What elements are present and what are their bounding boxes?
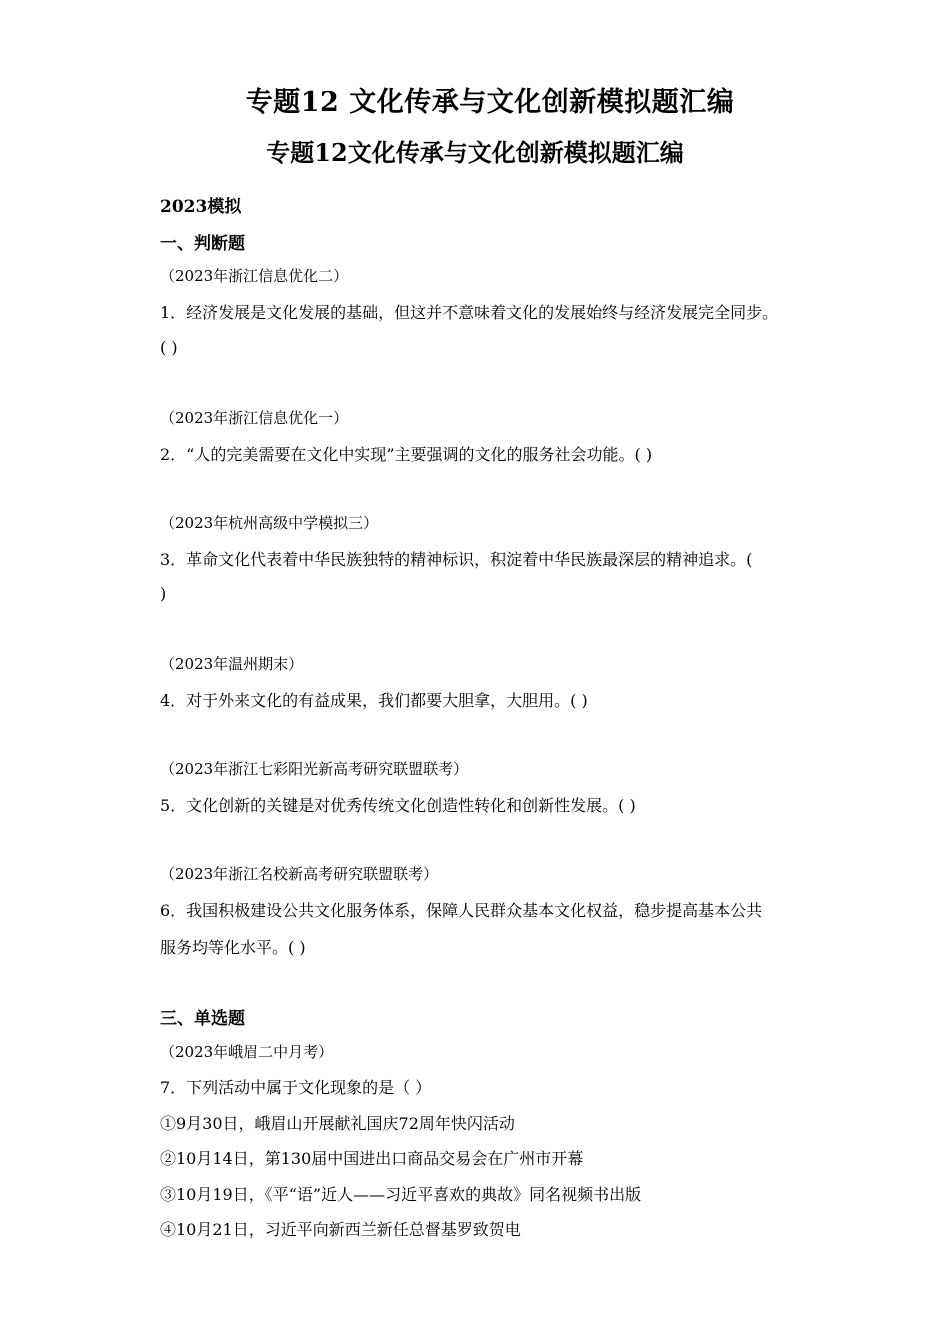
- question-text: 6．我国积极建设公共文化服务体系，保障人民群众基本文化权益，稳步提高基本公共: [160, 901, 763, 920]
- section-heading-single-choice: 三、单选题: [160, 1009, 245, 1029]
- year-heading: 2023模拟: [160, 197, 242, 217]
- question-text: 1．经济发展是文化发展的基础，但这并不意味着文化的发展始终与经济发展完全同步。: [160, 303, 779, 322]
- question-text: 4．对于外来文化的有益成果，我们都要大胆拿，大胆用。( ): [160, 691, 588, 710]
- question-source: （2023年杭州高级中学模拟三）: [160, 514, 379, 532]
- document-title: 专题12 文化传承与文化创新模拟题汇编: [245, 87, 735, 118]
- question-source: （2023年浙江信息优化一）: [160, 409, 349, 427]
- question-text: 5．文化创新的关键是对优秀传统文化创造性转化和创新性发展。( ): [160, 796, 636, 815]
- answer-option: ③10月19日，《平“语”近人——习近平喜欢的典故》同名视频书出版: [160, 1185, 642, 1204]
- question-source: （2023年浙江信息优化二）: [160, 267, 349, 285]
- question-text: 7．下列活动中属于文化现象的是（ ）: [160, 1078, 432, 1097]
- question-text-continued: 服务均等化水平。( ): [160, 938, 306, 957]
- question-source: （2023年浙江七彩阳光新高考研究联盟联考）: [160, 760, 469, 778]
- answer-option: ①9月30日，峨眉山开展献礼国庆72周年快闪活动: [160, 1114, 515, 1133]
- section-heading-judgement: 一、判断题: [160, 234, 245, 254]
- answer-option: ②10月14日，第130届中国进出口商品交易会在广州市开幕: [160, 1149, 584, 1168]
- question-source: （2023年峨眉二中月考）: [160, 1043, 334, 1061]
- question-text-continued: ): [160, 584, 167, 603]
- question-source: （2023年浙江名校新高考研究联盟联考）: [160, 865, 439, 883]
- question-text-continued: ( ): [160, 338, 178, 357]
- answer-option: ④10月21日，习近平向新西兰新任总督基罗致贺电: [160, 1220, 521, 1239]
- document-subtitle: 专题12文化传承与文化创新模拟题汇编: [266, 138, 684, 167]
- question-source: （2023年温州期末）: [160, 655, 304, 673]
- question-text: 3．革命文化代表着中华民族独特的精神标识，积淀着中华民族最深层的精神追求。(: [160, 550, 753, 569]
- question-text: 2．“人的完美需要在文化中实现”主要强调的文化的服务社会功能。( ): [160, 445, 653, 464]
